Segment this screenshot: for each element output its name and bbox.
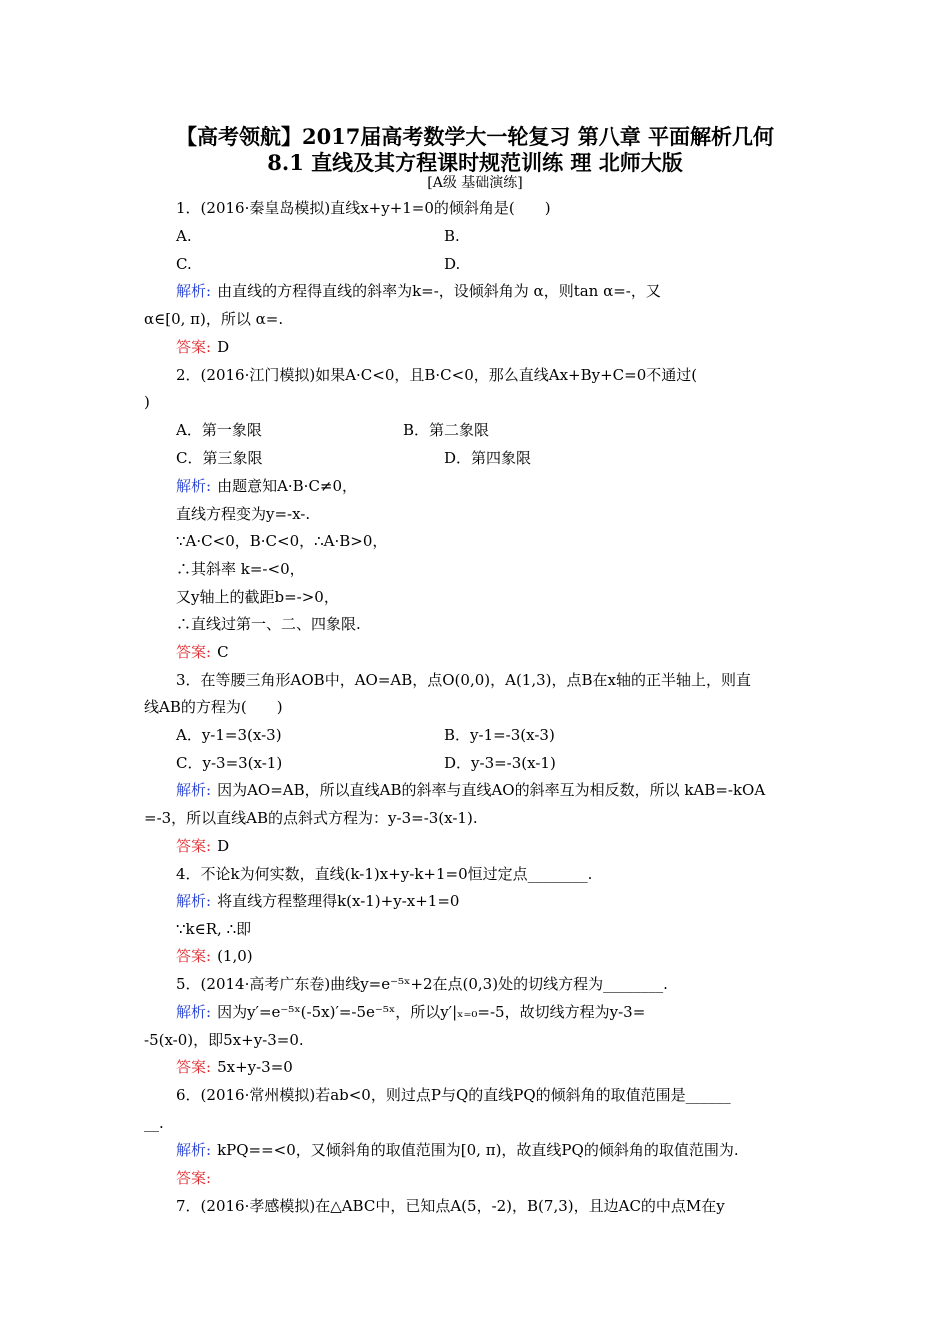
q6-stem: 6．(2016·常州模拟)若ab<0，则过点P与Q的直线PQ的倾斜角的取值范围是______ <box>176 1086 731 1104</box>
q2-analysis-line5: 又y轴上的截距b=->0， <box>176 588 339 606</box>
q3-stem-cont: 线AB的方程为( ) <box>144 698 283 716</box>
analysis-label: 解析: <box>176 1141 212 1159</box>
analysis-label: 解析: <box>176 1003 212 1021</box>
q2-stem: 2．(2016·江门模拟)如果A·C<0，且B·C<0，那么直线Ax+By+C=0不通过( <box>176 366 698 384</box>
q3-analysis: 解析: 因为AO=AB，所以直线AB的斜率与直线AO的斜率互为相反数，所以 kAB=-kOA <box>176 781 766 799</box>
q5-answer: 答案: 5x+y-3=0 <box>176 1058 293 1076</box>
q4-analysis-line2: ∵k∈R, ∴即 <box>176 920 252 938</box>
q5-stem: 5．(2014·高考广东卷)曲线y=e⁻⁵ˣ+2在点(0,3)处的切线方程为________. <box>176 975 668 993</box>
q3-answer: 答案: D <box>176 837 230 855</box>
q4-analysis: 解析: 将直线方程整理得k(x-1)+y-x+1=0 <box>176 892 460 910</box>
q3-option-c: C．y-3=3(x-1) <box>176 754 283 772</box>
q2-analysis: 解析: 由题意知A·B·C≠0， <box>176 477 358 495</box>
q1-option-c: C. <box>176 255 192 273</box>
analysis-label: 解析: <box>176 477 212 495</box>
q3-option-d: D．y-3=-3(x-1) <box>444 754 556 772</box>
level-label: [A级 基础演练] <box>427 175 523 191</box>
answer-label: 答案: <box>176 947 212 965</box>
q3-stem: 3．在等腰三角形AOB中，AO=AB，点O(0,0)，A(1,3)，点B在x轴的正半轴上，则直 <box>176 671 751 689</box>
q2-analysis-line6: ∴直线过第一、二、四象限. <box>176 615 361 633</box>
document-title-line1: 【高考领航】2017届高考数学大一轮复习 第八章 平面解析几何 <box>175 124 775 149</box>
analysis-label: 解析: <box>176 781 212 799</box>
q1-analysis-cont: α∈[0, π)，所以 α=. <box>144 310 284 328</box>
q1-option-b: B. <box>444 227 460 245</box>
document-title-line2: 8.1 直线及其方程课时规范训练 理 北师大版 <box>267 150 683 175</box>
analysis-label: 解析: <box>176 282 212 300</box>
q2-option-b: B．第二象限 <box>403 421 490 439</box>
q2-stem-cont: ) <box>144 393 150 411</box>
answer-label: 答案: <box>176 837 212 855</box>
q7-stem: 7．(2016·孝感模拟)在△ABC中，已知点A(5，-2)，B(7,3)，且边AC的中点M在y <box>176 1197 725 1215</box>
q6-stem-cont: __. <box>144 1114 164 1132</box>
q5-analysis: 解析: 因为y′=e⁻⁵ˣ(-5x)′=-5e⁻⁵ˣ，所以y′|ₓ₌₀=-5，故切线方程为y-3= <box>176 1003 646 1021</box>
q2-option-c: C．第三象限 <box>176 449 263 467</box>
q1-answer: 答案: D <box>176 338 230 356</box>
q1-option-d: D. <box>444 255 461 273</box>
q2-analysis-line4: ∴其斜率 k=-<0， <box>176 560 305 578</box>
q5-analysis-cont: -5(x-0)，即5x+y-3=0. <box>144 1031 304 1049</box>
answer-label: 答案: <box>176 1169 212 1187</box>
analysis-label: 解析: <box>176 892 212 910</box>
q1-stem: 1．(2016·秦皇岛模拟)直线x+y+1=0的倾斜角是( ) <box>176 199 551 217</box>
q3-option-a: A．y-1=3(x-3) <box>176 726 282 744</box>
q2-analysis-line2: 直线方程变为y=-x-. <box>176 505 311 523</box>
answer-label: 答案: <box>176 643 212 661</box>
q2-answer: 答案: C <box>176 643 229 661</box>
q1-analysis: 解析: 由直线的方程得直线的斜率为k=-，设倾斜角为 α，则tan α=-，又 <box>176 282 661 300</box>
q6-answer <box>176 1168 812 1188</box>
answer-label: 答案: <box>176 1058 212 1076</box>
q2-option-a: A．第一象限 <box>176 421 262 439</box>
answer-label: 答案: <box>176 338 212 356</box>
q6-analysis: 解析: kPQ==<0，又倾斜角的取值范围为[0, π)，故直线PQ的倾斜角的取值范围为. <box>176 1141 739 1159</box>
q2-option-d: D．第四象限 <box>444 449 532 467</box>
q1-option-a: A. <box>176 227 192 245</box>
q4-stem: 4．不论k为何实数，直线(k-1)x+y-k+1=0恒过定点________. <box>176 865 593 883</box>
q4-answer: 答案: (1,0) <box>176 947 253 965</box>
q2-analysis-line3: ∵A·C<0，B·C<0，∴A·B>0， <box>176 532 388 550</box>
q3-option-b: B．y-1=-3(x-3) <box>444 726 555 744</box>
q3-analysis-cont: =-3，所以直线AB的点斜式方程为：y-3=-3(x-1). <box>144 809 478 827</box>
